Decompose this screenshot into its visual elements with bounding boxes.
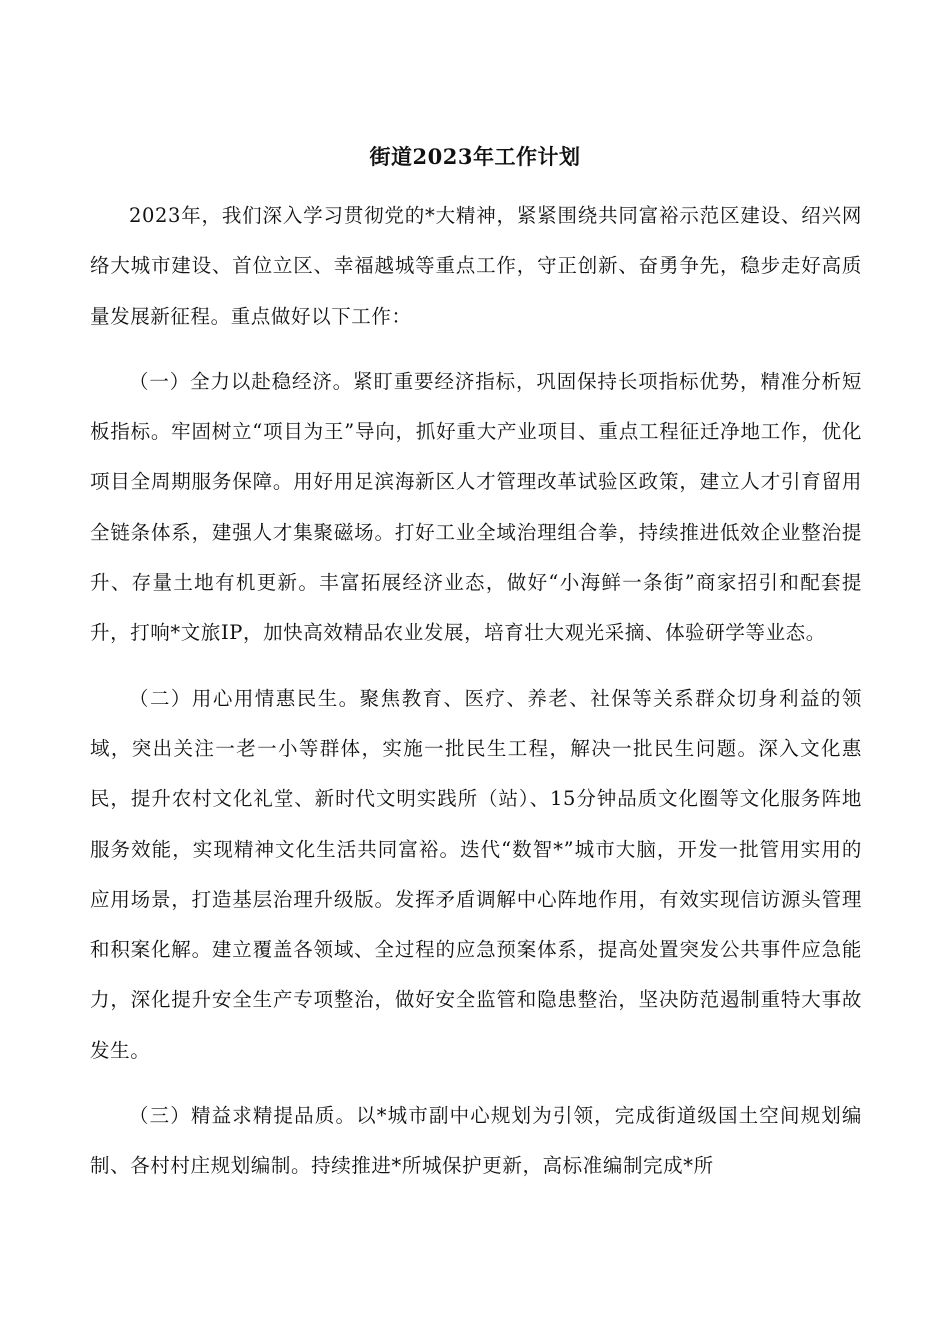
document-title: 街道2023年工作计划 bbox=[369, 144, 581, 169]
paragraph-quality: （三）精益求精提品质。以*城市副中心规划为引领，完成街道级国土空间规划编制、各村村庄规划编制。持续推进*所城保护更新，高标准编制完成*所 bbox=[90, 1104, 862, 1178]
paragraph-livelihood: （二）用心用情惠民生。聚焦教育、医疗、养老、社保等关系群众切身利益的领域，突出关注一老一小等群体，实施一批民生工程，解决一批民生问题。深入文化惠民，提升农村文化礼堂、新时代文明实践所（站）、15分钟品质文化圈等文化服务阵地服务效能，实现精神文化生活共同富裕。迭代“数智*”城市大脑，开发一批管用实用的应用场景，打造基层治理升级版。发挥矛盾调解中心阵地作用，有效实现信访源头管理和积案化解。建立覆盖各领域、全过程的应急预案体系，提高处置突发公共事件应急能力，深化提升安全生产专项整治，做好安全监管和隐患整治，坚决防范遏制重特大事故发生。 bbox=[90, 686, 862, 1062]
paragraph-economy: （一）全力以赴稳经济。紧盯重要经济指标，巩固保持长项指标优势，精准分析短板指标。牢固树立“项目为王”导向，抓好重大产业项目、重点工程征迁净地工作，优化项目全周期服务保障。用好用足滨海新区人才管理改革试验区政策，建立人才引育留用全链条体系，建强人才集聚磁场。打好工业全域治理组合拳，持续推进低效企业整治提升、存量土地有机更新。丰富拓展经济业态，做好“小海鲜一条街”商家招引和配套提升，打响*文旅IP，加快高效精品农业发展，培育壮大观光采摘、体验研学等业态。 bbox=[90, 369, 862, 645]
paragraph-intro: 2023年，我们深入学习贯彻党的*大精神，紧紧围绕共同富裕示范区建设、绍兴网络大城市建设、首位立区、幸福越城等重点工作，守正创新、奋勇争先，稳步走好高质量发展新征程。重点做好以下工作： bbox=[90, 204, 862, 328]
document-body bbox=[90, 191, 862, 1192]
